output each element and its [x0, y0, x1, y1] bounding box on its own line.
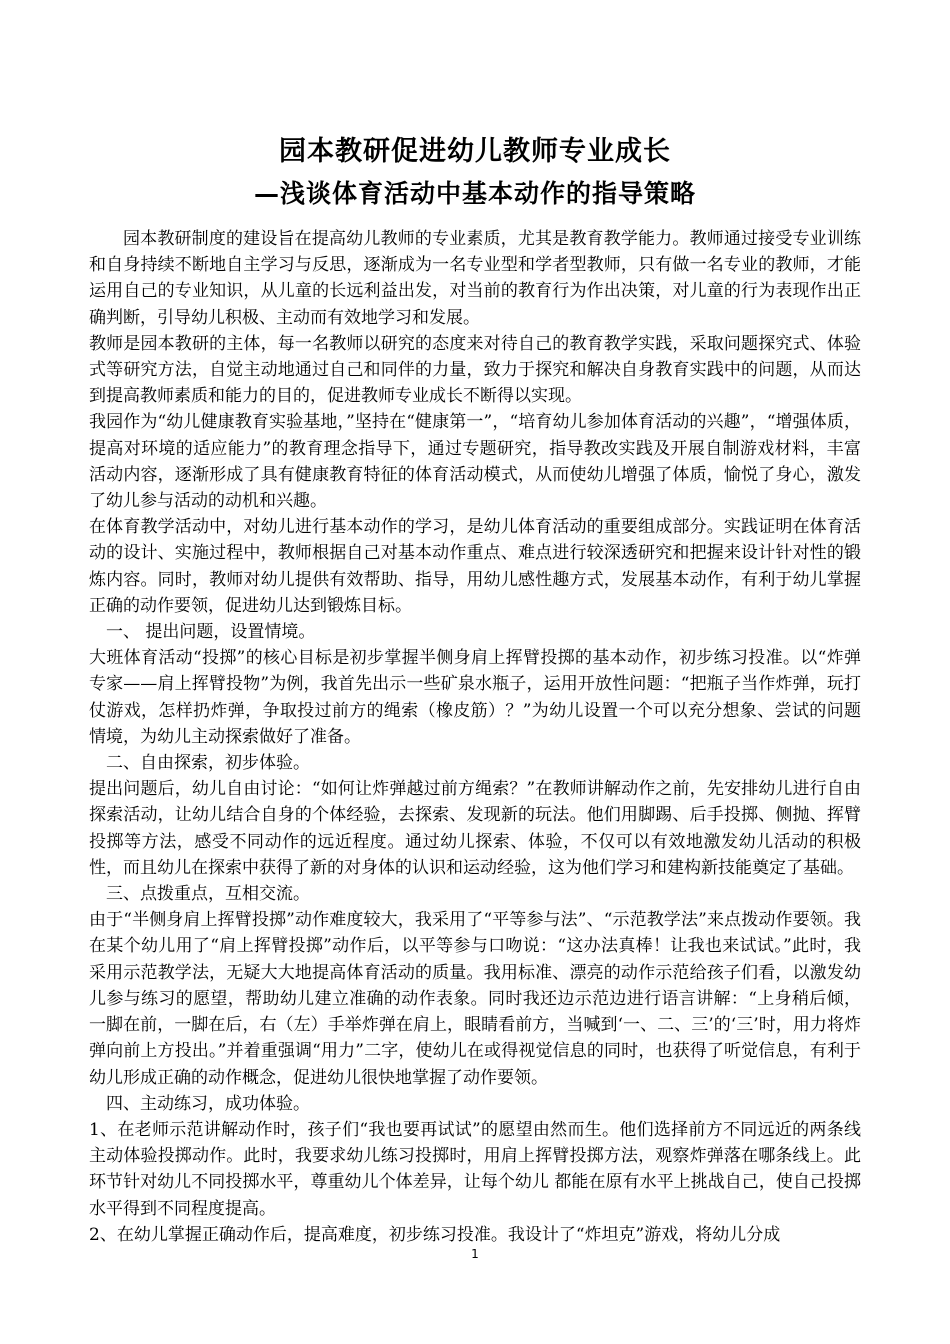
paragraph-section-3: 由于“半侧身肩上挥臂投掷”动作难度较大，我采用了“平等参与法”、“示范教学法”来点拨动作要领。我在某个幼儿用了“肩上挥臂投掷”动作后，以平等参与口吻说：“这办法真棒！让我也来试试。”此时，我采用示范教学法，无疑大大地提高体育活动的质量。我用标准、漂亮的动作示范给孩子们看，以激发幼儿参与练习的愿望，帮助幼儿建立准确的动作表象。同时我还边示范边进行语言讲解：“上身稍后倾，一脚在前，一脚在后，右（左）手举炸弹在肩上，眼睛看前方，当喊到‘一、二、三’的‘三’时，用力将炸弹向前上方投出。”并着重强调“用力”二字，使幼儿在或得视觉信息的同时，也获得了听觉信息，有利于幼儿形成正确的动作概念，促进幼儿很快地掌握了动作要领。	[89, 910, 861, 1088]
paragraph-teacher-subject: 教师是园本教研的主体，每一名教师以研究的态度来对待自己的教育教学实践，采取问题探究式、体验式等研究方法，自觉主动地通过自己和同伴的力量，致力于探究和解决自身教育实践中的问题，从而达到提高教师素质和能力的目的，促进教师专业成长不断得以实现。	[89, 333, 861, 407]
paragraph-intro: 园本教研制度的建设旨在提高幼儿教师的专业素质，尤其是教育教学能力。教师通过接受专业训练和自身持续不断地自主学习与反思，逐渐成为一名专业型和学者型教师，只有做一名专业的教师，才能运用自己的专业知识，从儿童的长远利益出发，对当前的教育行为作出决策，对儿童的行为表现作出正确判断，引导幼儿积极、主动而有效地学习和发展。	[89, 229, 861, 328]
paragraph-kindergarten-base: 我园作为“幼儿健康教育实验基地，”坚持在“健康第一”，“培育幼儿参加体育活动的兴趣”，“增强体质，提高对环境的适应能力”的教育理念指导下，通过专题研究，指导教改实践及开展自制游戏材料，丰富活动内容，逐渐形成了具有健康教育特征的体育活动模式，从而使幼儿增强了体质，愉悦了身心，激发了幼儿参与活动的动机和兴趣。	[89, 412, 861, 512]
paragraph-section-1: 大班体育活动“投掷”的核心目标是初步掌握半侧身肩上挥臂投掷的基本动作，初步练习投准。以“炸弹专家——肩上挥臂投物”为例，我首先出示一些矿泉水瓶子，运用开放性问题：“把瓶子当作炸弹，玩打仗游戏，怎样扔炸弹，争取投过前方的绳索（橡皮筋）？”为幼儿设置一个可以充分想象、尝试的问题情境，为幼儿主动探索做好了准备。	[89, 648, 861, 747]
paragraph-section-4-item-2: 2、在幼儿掌握正确动作后，提高难度，初步练习投准。我设计了“炸坦克”游戏，将幼儿分成	[89, 1224, 781, 1245]
document-body	[89, 226, 861, 1248]
section-heading-4: 四、主动练习，成功体验。	[106, 1093, 310, 1114]
page-number: 1	[471, 1247, 479, 1261]
document-title: 园本教研促进幼儿教师专业成长	[279, 136, 671, 167]
paragraph-basic-movement: 在体育教学活动中，对幼儿进行基本动作的学习，是幼儿体育活动的重要组成部分。实践证明在体育活动的设计、实施过程中，教师根据自己对基本动作重点、难点进行较深透研究和把握来设计针对性的锻炼内容。同时，教师对幼儿提供有效帮助、指导，用幼儿感性趣方式，发展基本动作，有利于幼儿掌握正确的动作要领，促进幼儿达到锻炼目标。	[89, 517, 861, 616]
document-subtitle: —浅谈体育活动中基本动作的指导策略	[253, 179, 696, 208]
document-page	[89, 132, 861, 1248]
paragraph-section-4-item-1: 1、在老师示范讲解动作时，孩子们“我也要再试试”的愿望由然而生。他们选择前方不同远近的两条线主动体验投掷动作。此时，我要求幼儿练习投掷时，用肩上挥臂投掷方法，观察炸弹落在哪条线上。此环节针对幼儿不同投掷水平，尊重幼儿个体差异，让每个幼儿 都能在原有水平上挑战自己，使自己投掷水平得到不同程度提高。	[89, 1119, 861, 1219]
section-heading-3: 三、点拨重点，互相交流。	[106, 884, 310, 905]
section-heading-2: 二、自由探索，初步体验。	[106, 753, 310, 774]
section-heading-1: 一、 提出问题，设置情境。	[106, 622, 316, 643]
paragraph-section-2: 提出问题后，幼儿自由讨论：“如何让炸弹越过前方绳索？”在教师讲解动作之前，先安排幼儿进行自由探索活动，让幼儿结合自身的个体经验，去探索、发现新的玩法。他们用脚踢、后手投掷、侧抛、挥臂投掷等方法，感受不同动作的远近程度。通过幼儿探索、体验，不仅可以有效地激发幼儿活动的积极性，而且幼儿在探索中获得了新的对身体的认识和运动经验，这为他们学习和建构新技能奠定了基础。	[89, 779, 861, 878]
